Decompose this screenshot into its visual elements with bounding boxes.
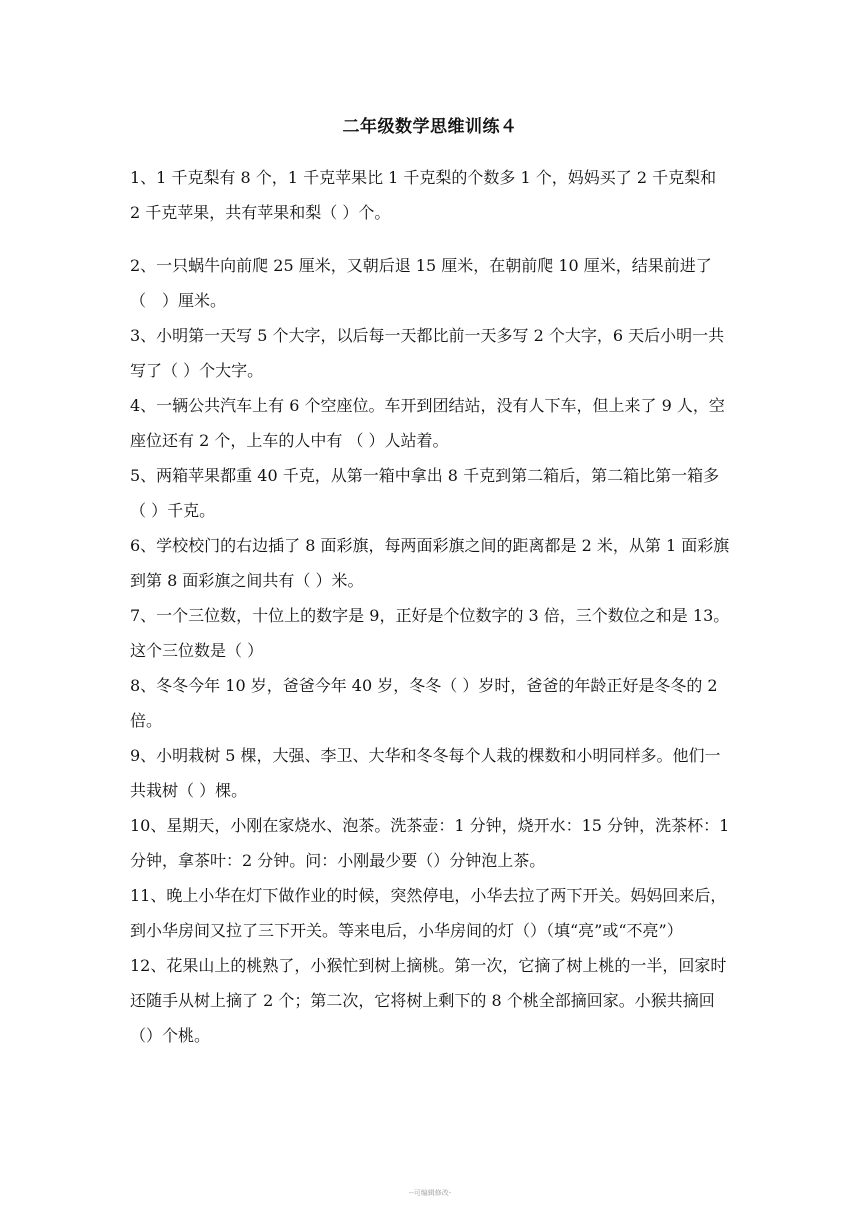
page-footer: --可编辑修改- [408, 1189, 452, 1197]
page-title: 二年级数学思维训练４ [342, 117, 518, 137]
question-11: 11、晚上小华在灯下做作业的时候，突然停电，小华去拉了两下开关。妈妈回来后，到小华房间又拉了三下开关。等来电后，小华房间的灯（）（填“亮”或“不亮”） [130, 886, 727, 940]
question-10: 10、星期天，小刚在家烧水、泡茶。洗茶壶：1 分钟，烧开水：15 分钟，洗茶杯：1 分钟，拿茶叶：2 分钟。问：小刚最少要（）分钟泡上茶。 [130, 816, 735, 870]
question-4: 4、一辆公共汽车上有 6 个空座位。车开到团结站，没有人下车，但上来了 9 人，空座位还有 2 个，上车的人中有 （ ）人站着。 [130, 396, 725, 450]
question-list [130, 160, 735, 1053]
question-5: 5、两箱苹果都重 40 千克，从第一箱中拿出 8 千克到第二箱后，第二箱比第一箱多（ ）千克。 [130, 466, 720, 520]
question-8: 8、冬冬今年 10 岁，爸爸今年 40 岁，冬冬（ ）岁时，爸爸的年龄正好是冬冬的 2 倍。 [130, 676, 723, 730]
question-1: 1、1 千克梨有 8 个，1 千克苹果比 1 千克梨的个数多 1 个，妈妈买了 2 千克梨和 2 千克苹果，共有苹果和梨（ ）个。 [130, 168, 722, 222]
question-12: 12、花果山上的桃熟了，小猴忙到树上摘桃。第一次，它摘了树上桃的一半，回家时还随手从树上摘了 2 个；第二次，它将树上剩下的 8 个桃全部摘回家。小猴共摘回（）个桃。 [130, 956, 727, 1045]
question-7: 7、一个三位数，十位上的数字是 9，正好是个位数字的 3 倍，三个数位之和是 13。这个三位数是（ ） [130, 606, 730, 660]
question-6: 6、学校校门的右边插了 8 面彩旗，每两面彩旗之间的距离都是 2 米，从第 1 面彩旗到第 8 面彩旗之间共有（ ）米。 [130, 536, 730, 590]
question-9: 9、小明栽树 5 棵，大强、李卫、大华和冬冬每个人栽的棵数和小明同样多。他们一共栽树（ ）棵。 [130, 746, 721, 800]
question-3: 3、小明第一天写 5 个大字，以后每一天都比前一天多写 2 个大字，6 天后小明一共写了（ ）个大字。 [130, 326, 725, 380]
question-2: 2、一只蜗牛向前爬 25 厘米，又朝后退 15 厘米，在朝前爬 10 厘米，结果前进了（ ）厘米。 [130, 256, 712, 310]
